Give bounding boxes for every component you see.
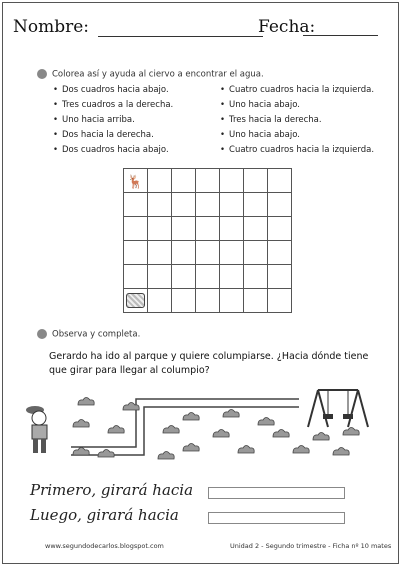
grid-row — [124, 289, 292, 313]
grid-cell[interactable] — [196, 265, 220, 289]
bush-icon — [73, 420, 89, 428]
grid-cell[interactable] — [124, 241, 148, 265]
grid-row — [124, 241, 292, 265]
primero-prompt: Primero, girará hacia — [30, 481, 194, 499]
grid-cell[interactable] — [172, 265, 196, 289]
bush-icon — [183, 413, 199, 421]
instruction-step: • Uno hacia abajo. — [220, 98, 374, 113]
grid-cell[interactable] — [196, 289, 220, 313]
swing-icon — [308, 390, 368, 427]
bush-icon — [73, 448, 89, 456]
grid-cell[interactable] — [268, 217, 292, 241]
grid-cell[interactable] — [196, 241, 220, 265]
bush-icon — [238, 446, 254, 454]
grid-cell[interactable] — [148, 193, 172, 217]
bullet-icon — [37, 329, 47, 339]
grid-row — [124, 193, 292, 217]
grid-row — [124, 217, 292, 241]
instruction-step: • Uno hacia abajo. — [220, 128, 374, 143]
coloring-grid — [123, 168, 292, 313]
name-header — [13, 17, 316, 37]
grid-cell[interactable] — [196, 193, 220, 217]
grid-cell[interactable] — [244, 289, 268, 313]
bush-icon — [108, 426, 124, 434]
grid-cell[interactable] — [244, 217, 268, 241]
grid-cell[interactable] — [220, 241, 244, 265]
fecha-write-line[interactable] — [303, 21, 378, 36]
nombre-label: Nombre: — [13, 17, 90, 37]
grid-cell[interactable] — [244, 169, 268, 193]
grid-cell[interactable] — [268, 193, 292, 217]
instruction-step: • Uno hacia arriba. — [53, 113, 173, 128]
grid-cell[interactable] — [220, 217, 244, 241]
instruction-step: • Cuatro cuadros hacia la izquierda. — [220, 83, 374, 98]
worksheet-page — [2, 2, 399, 564]
grid-cell[interactable] — [172, 169, 196, 193]
grid-cell[interactable] — [220, 193, 244, 217]
grid-cell[interactable] — [148, 241, 172, 265]
grid-cell[interactable] — [244, 265, 268, 289]
grid-cell[interactable] — [244, 241, 268, 265]
section2-title — [37, 329, 140, 340]
footer-website: www.segundodecarlos.blogspot.com — [45, 542, 164, 550]
instruction-step: • Cuatro cuadros hacia la izquierda. — [220, 143, 374, 158]
grid-cell[interactable] — [172, 193, 196, 217]
instruction-step: • Tres hacia la derecha. — [220, 113, 374, 128]
grid-cell[interactable] — [196, 169, 220, 193]
grid-cell[interactable] — [220, 289, 244, 313]
boy-icon — [26, 406, 47, 453]
water-icon — [126, 293, 145, 308]
instruction-step: • Tres cuadros a la derecha. — [53, 98, 173, 113]
bush-icon — [183, 444, 199, 452]
grid-cell[interactable] — [220, 169, 244, 193]
luego-prompt: Luego, girará hacia — [30, 506, 179, 524]
grid-cell[interactable] — [148, 265, 172, 289]
grid-cell[interactable] — [268, 289, 292, 313]
bush-icon — [98, 450, 114, 458]
grid-cell[interactable] — [148, 289, 172, 313]
nombre-write-line[interactable] — [98, 22, 263, 37]
section2-title-text: Observa y completa. — [52, 329, 141, 340]
bush-icon — [163, 426, 179, 434]
grid-row — [124, 265, 292, 289]
instruction-step: • Dos hacia la derecha. — [53, 128, 173, 143]
bush-icon — [258, 418, 274, 426]
bush-icon — [158, 452, 174, 460]
instruction-step: • Dos cuadros hacia abajo. — [53, 143, 173, 158]
bush-icon — [313, 433, 329, 441]
grid-cell[interactable] — [124, 289, 148, 313]
grid-row — [124, 169, 292, 193]
grid-cell[interactable] — [268, 265, 292, 289]
grid-cell[interactable] — [124, 193, 148, 217]
bush-icon — [78, 398, 94, 406]
park-question: Gerardo ha ido al parque y quiere columpiarse. ¿Hacia dónde tiene que girar para llegar al columpio? — [49, 351, 369, 376]
grid-cell[interactable] — [172, 289, 196, 313]
grid-cell[interactable] — [268, 169, 292, 193]
bush-icon — [293, 446, 309, 454]
bullet-icon — [37, 69, 47, 79]
instruction-step: • Dos cuadros hacia abajo. — [53, 83, 173, 98]
grid-cell[interactable] — [148, 169, 172, 193]
footer-unit-info: Unidad 2 - Segundo trimestre - Ficha nº 10 mates — [230, 542, 392, 550]
bush-icon — [273, 430, 289, 438]
instructions-right — [220, 83, 374, 158]
luego-answer-box[interactable] — [208, 512, 345, 524]
deer-icon: 🦌 — [127, 175, 144, 190]
grid-cell[interactable] — [172, 241, 196, 265]
bush-icon — [333, 448, 349, 456]
grid-cell[interactable] — [124, 169, 148, 193]
primero-answer-box[interactable] — [208, 487, 345, 499]
section1-title-text: Colorea así y ayuda al ciervo a encontrar el agua. — [52, 69, 264, 80]
section1-title — [37, 69, 264, 80]
bush-icon — [213, 430, 229, 438]
grid-cell[interactable] — [124, 217, 148, 241]
grid-cell[interactable] — [148, 217, 172, 241]
bush-icon — [223, 410, 239, 418]
instructions-left — [53, 83, 173, 158]
grid-cell[interactable] — [220, 265, 244, 289]
grid-cell[interactable] — [172, 217, 196, 241]
park-scene — [21, 385, 381, 465]
fecha-label: Fecha: — [258, 17, 316, 37]
grid-cell[interactable] — [196, 217, 220, 241]
grid-cell[interactable] — [244, 193, 268, 217]
grid-cell[interactable] — [124, 265, 148, 289]
bush-icon — [343, 428, 359, 436]
grid-cell[interactable] — [268, 241, 292, 265]
